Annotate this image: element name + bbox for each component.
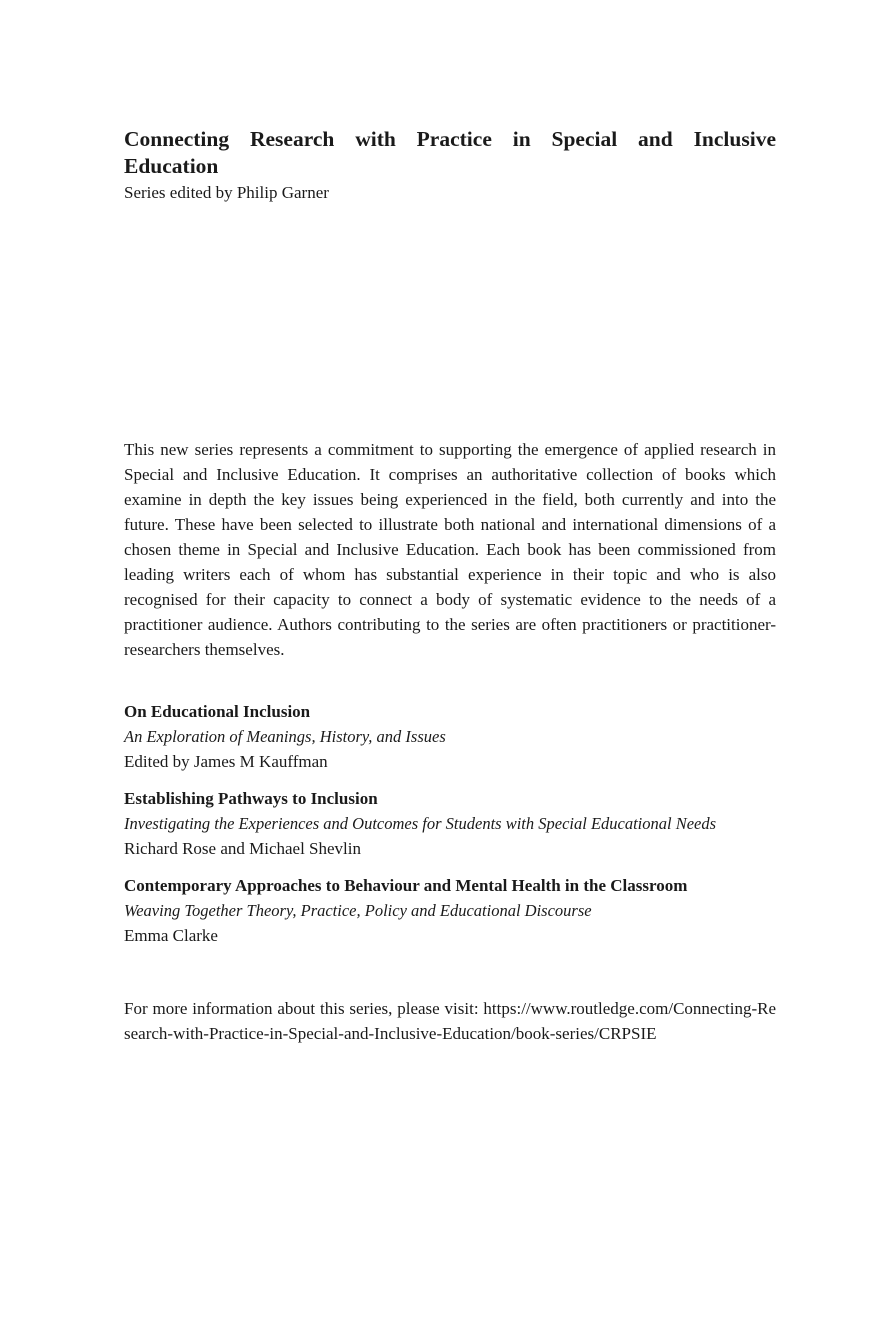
book-subtitle: Weaving Together Theory, Practice, Policy and Educational Discourse bbox=[124, 901, 592, 920]
book-author: Edited by James M Kauffman bbox=[124, 752, 328, 771]
book-entry bbox=[124, 873, 776, 948]
book-title: On Educational Inclusion bbox=[124, 702, 311, 721]
series-title: Connecting Research with Practice in Special and Inclusive Education bbox=[124, 127, 776, 178]
document-page bbox=[124, 126, 776, 1043]
series-description: This new series represents a commitment to supporting the emergence of applied research in Special and Inclusive Education. It comprises an authoritative collection of books which examine in depth the key issues being experienced in the field, both currently and into the future. These have been selected to illustrate both national and international dimensions of a chosen theme in Special and Inclusive Education. Each book has been commissioned from leading writers each of whom has substantial experience in their topic and who is also recognised for their capacity to connect a body of systematic evidence to the needs of a practitioner audience. Authors contributing to the series are often practitioners or practitioner-researchers themselves. bbox=[124, 440, 776, 659]
book-entry bbox=[124, 786, 776, 861]
more-info-link-text: For more information about this series, please visit: https://www.routledge.com/Connecting-Research-with-Practice-in-Special-and-Inclusive-Education/book-series/CRPSIE bbox=[124, 999, 776, 1043]
book-entry bbox=[124, 699, 776, 774]
series-editor: Series edited by Philip Garner bbox=[124, 183, 329, 202]
book-author: Richard Rose and Michael Shevlin bbox=[124, 839, 362, 858]
book-list bbox=[124, 699, 776, 960]
book-subtitle: Investigating the Experiences and Outcomes for Students with Special Educational Needs bbox=[124, 814, 717, 833]
book-author: Emma Clarke bbox=[124, 926, 218, 945]
book-title: Contemporary Approaches to Behaviour and Mental Health in the Classroom bbox=[124, 876, 688, 895]
book-subtitle: An Exploration of Meanings, History, and Issues bbox=[124, 727, 446, 746]
book-title: Establishing Pathways to Inclusion bbox=[124, 789, 378, 808]
